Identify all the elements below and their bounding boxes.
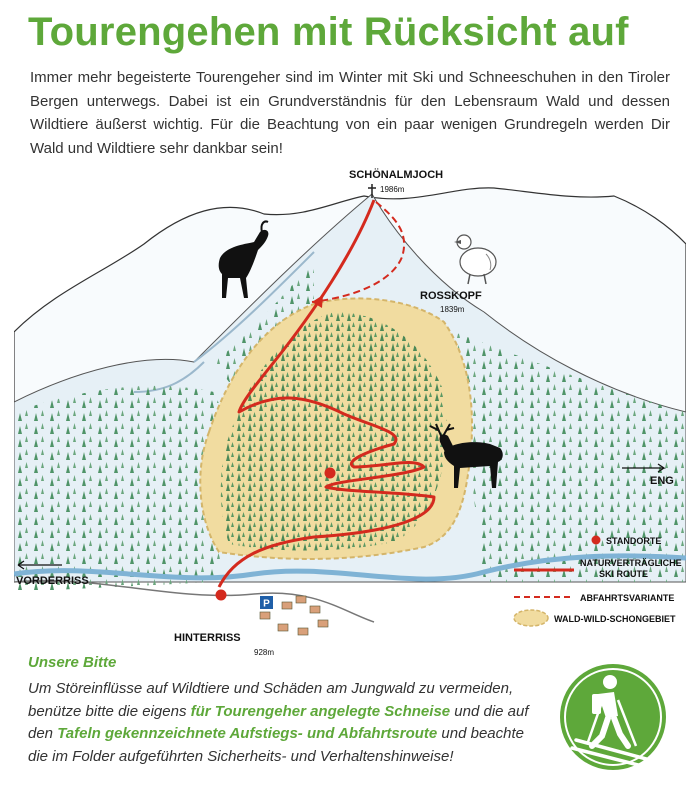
standort-marker bbox=[216, 590, 227, 601]
legend-route-label-2: SKI ROUTE bbox=[599, 569, 649, 579]
intro-text: Immer mehr begeisterte Tourengeher sind im Winter mit Ski und Schneeschuhen in den Tiroler Bergen unterwegs. Dabei ist ein Grundverständnis für den Lebensraum Wald und dessen Wildtiere äußerst wichtig. Für die Beachtung von ein paar wenigen Grundregeln werden Dir Wald und Wildtiere sehr dankbar sein! bbox=[30, 69, 670, 157]
bitte-text-part2: und die auf den bbox=[28, 702, 529, 742]
standort-marker bbox=[325, 468, 336, 479]
rosskopf-name: ROSSKOPF bbox=[420, 290, 482, 302]
legend-route-label-1: NATURVERTRÄGLICHE bbox=[580, 558, 682, 568]
left-place-label: VORDERRISS bbox=[16, 575, 89, 587]
right-place-label: ENG bbox=[650, 475, 674, 487]
village-elevation: 928m bbox=[254, 648, 275, 657]
trail-map bbox=[14, 162, 686, 660]
bitte-highlight-tafeln: Tafeln gekennzeichnete Aufstiegs- und Abfahrtsroute bbox=[57, 725, 438, 742]
village-name: HINTERRISS bbox=[174, 632, 241, 644]
legend-schongebiet-swatch bbox=[514, 610, 548, 626]
peak-elevation: 1986m bbox=[380, 185, 405, 194]
legend-schongebiet-label: WALD-WILD-SCHONGEBIET bbox=[554, 614, 676, 624]
parking-label: P bbox=[263, 598, 270, 610]
bitte-text-part1: Um Störeinflüsse auf Wildtiere und Schäden am Jungwald zu vermeiden, benütze bitte die eigens bbox=[28, 680, 514, 720]
bitte-heading: Unsere Bitte bbox=[28, 654, 117, 671]
page-title: Tourengehen mit Rücksicht auf bbox=[28, 10, 629, 54]
bitte-highlight-schneise: für Tourengeher angelegte Schneise bbox=[190, 702, 451, 720]
bitte-text-part3: und beachte die im Folder aufgeführten Sicherheits- und Verhaltenshinweise! bbox=[28, 725, 524, 765]
rosskopf-elevation: 1839m bbox=[440, 305, 465, 314]
bitte-text bbox=[28, 678, 548, 768]
ski-tourer-icon bbox=[558, 662, 668, 772]
legend-variant-label: ABFAHRTSVARIANTE bbox=[580, 593, 675, 603]
peak-name: SCHÖNALMJOCH bbox=[349, 169, 444, 181]
legend-standorte-label: STANDORTE bbox=[606, 536, 662, 546]
legend-standorte-marker bbox=[592, 536, 601, 545]
